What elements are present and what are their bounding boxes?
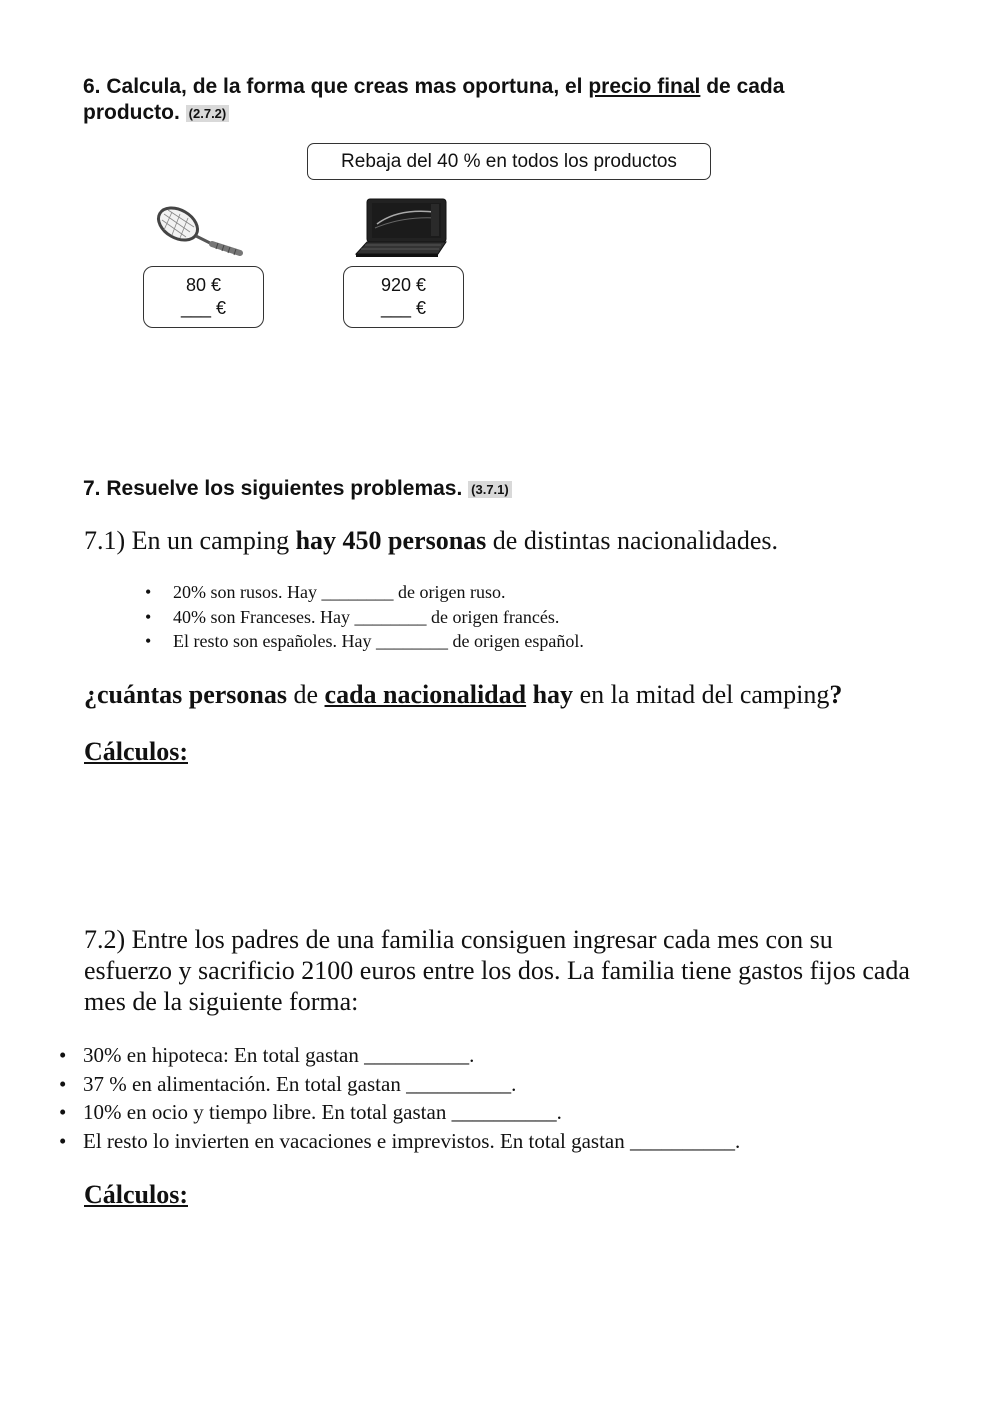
- q6-code-badge: (2.7.2): [186, 105, 230, 122]
- q6-heading: 6. Calcula, de la forma que creas mas oportuna, el precio final de cada producto. (2.7.2): [83, 75, 785, 124]
- problem-7-1-list: [145, 580, 584, 654]
- price-original: 920 €: [380, 275, 427, 295]
- list-item: • 30% en hipoteca: En total gastan __________.: [58, 1041, 740, 1070]
- calc-label-7-2: Cálculos:: [84, 1180, 188, 1209]
- list-item: • 10% en ocio y tiempo libre. En total gastan __________.: [58, 1098, 740, 1127]
- discount-label: Rebaja del 40 % en todos los productos: [341, 150, 677, 172]
- q6-underlined-text: precio final: [588, 75, 701, 98]
- list-item: • 37 % en alimentación. En total gastan __________.: [58, 1070, 740, 1099]
- list-item: • 40% son Franceses. Hay ________ de origen francés.: [145, 605, 584, 630]
- price-original: 80 €: [185, 275, 222, 295]
- laptop-icon: [353, 196, 451, 258]
- price-blank: ___ €: [180, 298, 227, 318]
- q7-heading: 7. Resuelve los siguientes problemas. (3.7.1): [83, 476, 512, 503]
- price-box-racket: [143, 266, 264, 328]
- calc-label-7-1: Cálculos:: [84, 737, 188, 766]
- list-item: • El resto son españoles. Hay ________ de origen español.: [145, 629, 584, 654]
- price-blank: ___ €: [380, 298, 427, 318]
- tennis-racket-icon: [150, 200, 250, 260]
- problem-7-1-question: ¿cuántas personas de cada nacionalidad hay en la mitad del camping?: [84, 680, 843, 709]
- q7-code-badge: (3.7.1): [468, 481, 512, 498]
- list-item: • El resto lo invierten en vacaciones e imprevistos. En total gastan __________.: [58, 1127, 740, 1156]
- price-box-laptop: [343, 266, 464, 328]
- discount-box: [307, 143, 711, 180]
- list-item: • 20% son rusos. Hay ________ de origen ruso.: [145, 580, 584, 605]
- problem-7-2-statement: 7.2) Entre los padres de una familia consiguen ingresar cada mes con su esfuerzo y sacrificio 2100 euros entre los dos. La familia tiene gastos fijos cada mes de la siguiente forma:: [84, 925, 910, 1016]
- q6-number: 6.: [83, 75, 101, 98]
- problem-7-1-statement: 7.1) En un camping hay 450 personas de distintas nacionalidades.: [84, 526, 778, 555]
- problem-7-2-list: [58, 1041, 740, 1155]
